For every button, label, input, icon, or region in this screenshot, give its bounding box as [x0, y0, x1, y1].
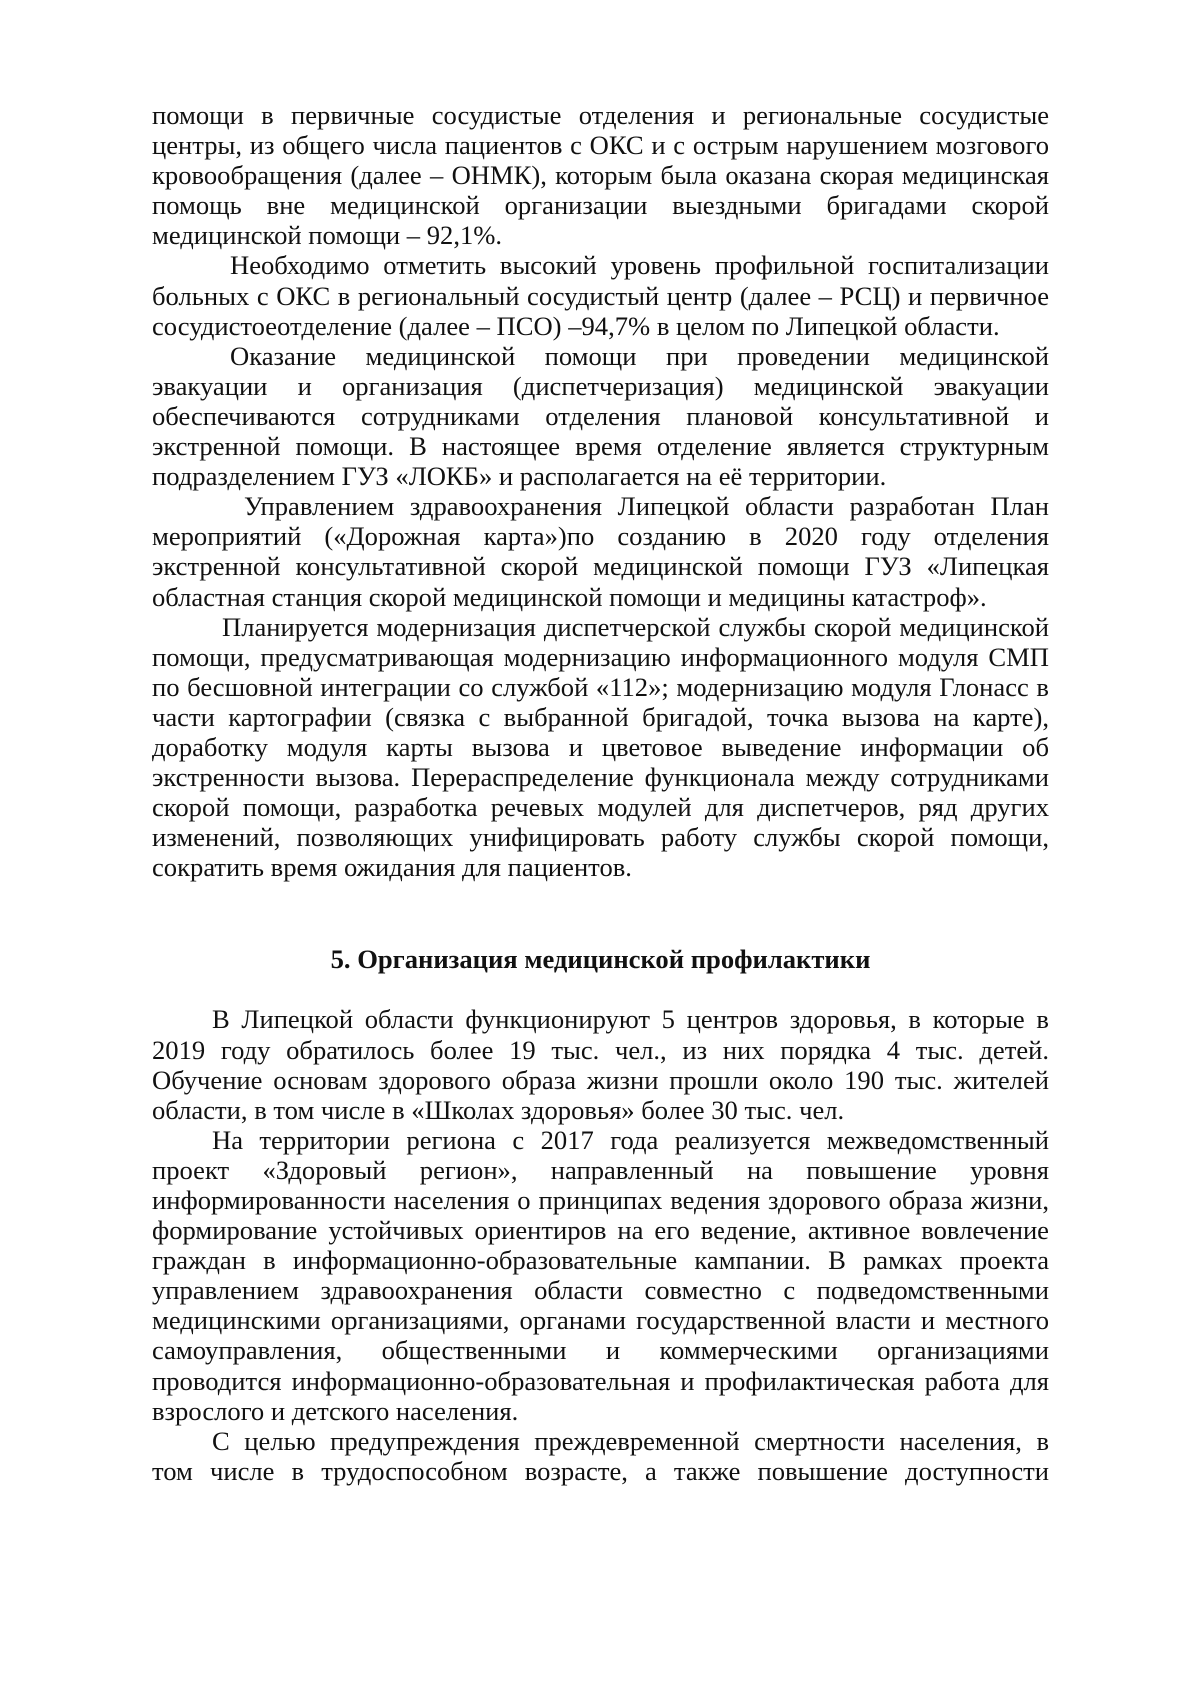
document-page	[152, 100, 1049, 1486]
paragraph-8: С целью предупреждения преждевременной смертности населения, в том числе в трудоспособном возрасте, а также повышение доступности	[152, 1425, 1049, 1486]
section-heading: 5. Организация медицинской профилактики	[330, 944, 871, 975]
paragraph-1: помощи в первичные сосудистые отделения и региональные сосудистые центры, из общего числа пациентов с ОКС и с острым нарушением мозгового кровообращения (далее – ОНМК), которым была оказана скорая медицинская помощь вне медицинской организации выездными бригадами скорой медицинской помощи – 92,1%.	[152, 100, 1049, 251]
paragraph-4: Управлением здравоохранения Липецкой области разработан План мероприятий («Дорожная карта»)по созданию в 2020 году отделения экстренной консультативной скорой медицинской помощи ГУЗ «Липецкая областная станция скорой медицинской помощи и медицины катастроф».	[152, 491, 1049, 612]
paragraph-6: В Липецкой области функционируют 5 центров здоровья, в которые в 2019 году обратилось более 19 тыс. чел., из них порядка 4 тыс. детей. Обучение основам здорового образа жизни прошли около 190 тыс. жителей области, в том числе в «Школах здоровья» более 30 тыс. чел.	[152, 1004, 1049, 1125]
paragraph-7: На территории региона с 2017 года реализуется межведомственный проект «Здоровый регион», направленный на повышение уровня информированности населения о принципах ведения здорового образа жизни, формирование устойчивых ориентиров на его ведение, активное вовлечение граждан в информационно-образовательные кампании. В рамках проекта управлением здравоохранения области совместно с подведомственными медицинскими организациями, органами государственной власти и местного самоуправления, общественными и коммерческими организациями проводится информационно-образовательная и профилактическая работа для взрослого и детского населения.	[152, 1124, 1049, 1426]
paragraph-3: Оказание медицинской помощи при проведении медицинской эвакуации и организация (диспетчеризация) медицинской эвакуации обеспечиваются сотрудниками отделения плановой консультативной и экстренной помощи. В настоящее время отделение является структурным подразделением ГУЗ «ЛОКБ» и располагается на её территории.	[152, 340, 1049, 492]
paragraph-2: Необходимо отметить высокий уровень профильной госпитализации больных с ОКС в региональный сосудистый центр (далее – РСЦ) и первичное сосудистоеотделение (далее – ПСО) –94,7% в целом по Липецкой области.	[152, 250, 1049, 341]
paragraph-5: Планируется модернизация диспетчерской службы скорой медицинской помощи, предусматривающая модернизацию информационного модуля СМП по бесшовной интеграции со службой «112»; модернизацию модуля Глонасс в части картографии (связка с выбранной бригадой, точка вызова на карте), доработку модуля карты вызова и цветовое выведение информации об экстренности вызова. Перераспределение функционала между сотрудниками скорой помощи, разработка речевых модулей для диспетчеров, ряд других изменений, позволяющих унифицировать работу службы скорой помощи, сократить время ожидания для пациентов.	[152, 611, 1049, 883]
